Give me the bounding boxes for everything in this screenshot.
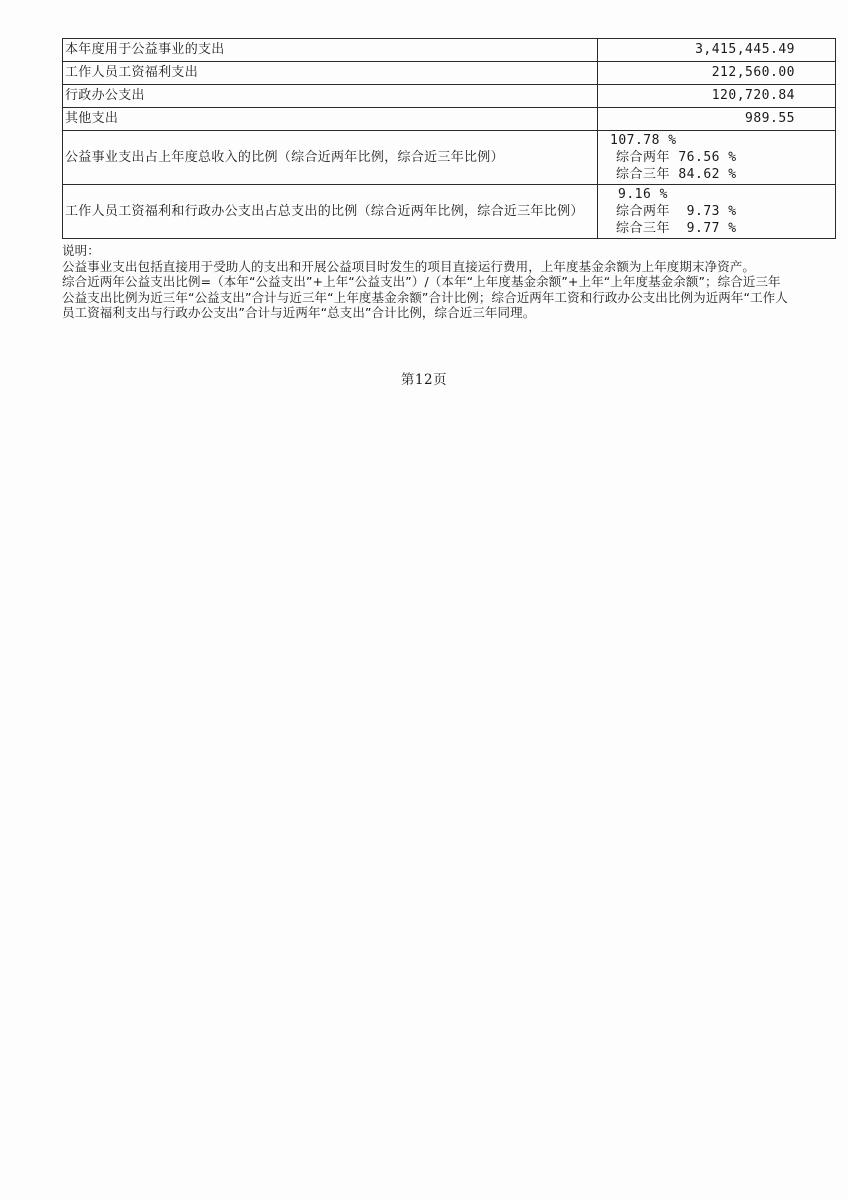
- three-year-label: 综合三年: [616, 167, 671, 182]
- ratio-main-value: 107.78 %: [610, 133, 677, 148]
- table-row: [63, 39, 836, 62]
- row-value: 212,560.00: [598, 62, 836, 85]
- table-row: [63, 108, 836, 131]
- ratio-three-year: [610, 220, 835, 237]
- ratio-two-year: [610, 149, 835, 166]
- row-value: 3,415,445.49: [598, 39, 836, 62]
- ratio-label: 公益事业支出占上年度总收入的比例（综合近两年比例，综合近三年比例）: [63, 131, 598, 185]
- two-year-value: 76.56 %: [678, 150, 737, 165]
- ratio-two-year: [610, 203, 835, 220]
- notes-paragraph-2: 综合近两年公益支出比例=（本年“公益支出”+上年“公益支出”）/（本年“上年度基金余额”+上年“上年度基金余额”；综合近三年公益支出比例为近三年“公益支出”合计与近三年“上年度基金余额”合计比例；综合近两年工资和行政办公支出比例为近两年“工作人员工资福利支出与行政办公支出”合计与近两年“总支出”合计比例，综合近三年同理。: [62, 274, 788, 320]
- three-year-value: 9.77 %: [678, 221, 737, 236]
- notes-paragraph-1: 公益事业支出包括直接用于受助人的支出和开展公益项目时发生的项目直接运行费用，上年度基金余额为上年度期末净资产。: [62, 258, 756, 274]
- page-number: 第12页: [400, 372, 448, 388]
- two-year-label: 综合两年: [616, 150, 671, 165]
- ratio-block: [598, 186, 835, 237]
- table-row: [63, 62, 836, 85]
- row-label: 其他支出: [63, 108, 598, 131]
- ratio-values: [598, 131, 836, 185]
- explanatory-notes: [62, 243, 790, 321]
- ratio-row: [63, 185, 836, 239]
- two-year-value: 9.73 %: [678, 204, 737, 219]
- row-label: 工作人员工资福利支出: [63, 62, 598, 85]
- row-label: 行政办公支出: [63, 85, 598, 108]
- ratio-values: [598, 185, 836, 239]
- ratio-row: [63, 131, 836, 185]
- two-year-label: 综合两年: [616, 204, 671, 219]
- three-year-value: 84.62 %: [678, 167, 737, 182]
- row-label: 本年度用于公益事业的支出: [63, 39, 598, 62]
- notes-heading: 说明：: [62, 243, 100, 258]
- table-row: [63, 85, 836, 108]
- expenditure-table: [62, 38, 836, 239]
- three-year-label: 综合三年: [616, 221, 671, 236]
- row-value: 120,720.84: [598, 85, 836, 108]
- ratio-three-year: [610, 166, 835, 183]
- ratio-block: [598, 132, 835, 183]
- ratio-label: 工作人员工资福利和行政办公支出占总支出的比例（综合近两年比例，综合近三年比例）: [63, 185, 598, 239]
- row-value: 989.55: [598, 108, 836, 131]
- ratio-main-value: 9.16 %: [618, 187, 668, 202]
